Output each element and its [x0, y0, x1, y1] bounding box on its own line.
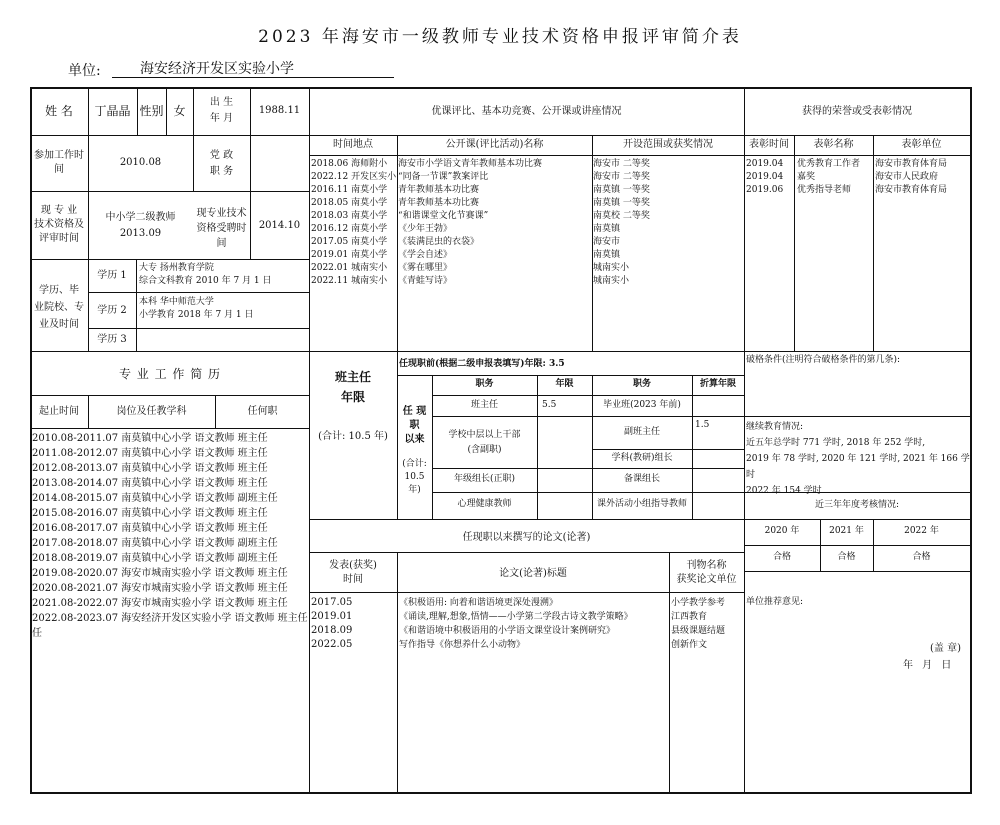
- headteacher-title2: 年限: [340, 390, 365, 404]
- list-item: 《青蛙写诗》: [398, 276, 453, 286]
- list-item: 《少年王勃》: [398, 224, 453, 234]
- list-item: 优秀指导老师: [797, 185, 852, 195]
- list-item: 城南实小: [593, 263, 630, 273]
- name-value: 丁晶晶: [94, 104, 131, 118]
- headteacher-since-now: 任 现 职 以来: [402, 406, 427, 445]
- list-item: 海安市 二等奖: [593, 172, 650, 182]
- unit-label: 单位:: [68, 63, 101, 79]
- list-item: 2019.04: [746, 159, 784, 169]
- list-item: 任: [32, 628, 42, 639]
- date-label: 年 月 日: [903, 660, 952, 671]
- list-item: 《诵读,理解,想象,悟情——小学第二学段古诗文教学策略》: [399, 612, 633, 622]
- list-item: 写作指导《你想养什么小动物》: [399, 640, 526, 650]
- list-item: 2016.12 南莫小学: [311, 224, 388, 234]
- list-item: 2019.08-2020.07 海安市城南实验小学 语文教师 班主任: [32, 568, 288, 579]
- list-item: 2018.06 海师附小: [311, 159, 388, 169]
- list-item: 2022.12 开发区实小: [311, 172, 397, 182]
- courses-header: 优课评比、基本功竞赛、公开课或讲座情况: [431, 106, 622, 117]
- list-item: 《积极语用: 向着和谐语境更深处漫溯》: [399, 598, 558, 608]
- list-item: 青年教师基本功比赛: [398, 198, 480, 208]
- list-item: 《装满昆虫的衣袋》: [398, 237, 480, 247]
- party-label: 党 政 职 务: [209, 150, 234, 177]
- list-item: 2020.08-2021.07 海安市城南实验小学 语文教师 班主任: [32, 583, 288, 594]
- ht-r2-post2: 副班主任: [623, 427, 660, 437]
- list-item: 海安市人民政府: [875, 172, 939, 182]
- honors-col-unit: 表彰单位: [901, 139, 942, 150]
- list-item: 优秀教育工作者: [797, 159, 861, 169]
- cur-title-label: 现 专 业 技术资格及 评审时间: [34, 205, 84, 244]
- resume-col-time: 起止时间: [39, 406, 79, 417]
- list-item: 2017.05 南莫小学: [311, 237, 388, 247]
- list-item: 2019.01: [311, 611, 353, 622]
- list-item: 2012.08-2013.07 南莫镇中心小学 语文教师 班主任: [32, 463, 268, 474]
- edu2-value: 本科 华中师范大学 小学教育 2018 年 7 月 1 日: [139, 297, 254, 320]
- edu2-label: 学历 2: [97, 305, 127, 316]
- headteacher-since-label: 任现职前(根据二级申报表填写)年限: 3.5: [399, 359, 565, 369]
- list-item: 2019.01 南莫小学: [311, 250, 388, 260]
- list-item: 南莫校 二等奖: [593, 211, 650, 221]
- list-item: 2013.08-2014.07 南莫镇中心小学 语文教师 班主任: [32, 478, 268, 489]
- papers-header: 任现职以来撰写的论文(论著): [462, 532, 591, 543]
- sex-label: 性别: [139, 104, 164, 118]
- ht-r1-post2: 毕业班(2023 年前): [603, 400, 681, 410]
- list-item: 城南实小: [593, 276, 630, 286]
- list-item: 《和谐语境中积极语用的小学语文课堂设计案例研究》: [399, 626, 616, 636]
- headteacher-total: (合计: 10.5 年): [318, 431, 388, 442]
- document-title: 2023 年海安市一级教师专业技术资格申报评审简介表: [258, 27, 742, 47]
- edu3-label: 学历 3: [97, 334, 127, 345]
- honors-col-time: 表彰时间: [749, 139, 789, 150]
- courses-col-scope: 开设范围或获奖情况: [623, 139, 713, 150]
- papers-col-time: 发表(获奖) 时间: [329, 560, 377, 585]
- ht-col-years2: 折算年限: [699, 379, 736, 389]
- assess-year-2021: 2021 年: [829, 526, 864, 536]
- list-item: 南莫镇: [593, 250, 621, 260]
- list-item: 《雾在哪里》: [398, 263, 453, 273]
- list-item: 2010.08-2011.07 南莫镇中心小学 语文教师 班主任: [32, 433, 268, 444]
- list-item: 2016.08-2017.07 南莫镇中心小学 语文教师 班主任: [32, 523, 268, 534]
- hire-label: 现专业技术 资格受聘时间: [196, 208, 247, 249]
- ht-r5-post: 心理健康教师: [457, 499, 512, 509]
- name-label: 姓 名: [45, 104, 73, 118]
- work-start-label: 参加工作时间: [34, 150, 84, 175]
- sex-value: 女: [173, 104, 186, 118]
- unit-value: 海安经济开发区实验小学: [112, 58, 394, 78]
- work-start-value: 2010.08: [119, 157, 162, 168]
- list-item: 县级课题结题: [671, 626, 726, 636]
- cur-title-value: 中小学二级教师 2013.09: [105, 212, 176, 239]
- list-item: 嘉奖: [797, 172, 816, 182]
- list-item: 创新作文: [671, 640, 708, 650]
- list-item: 2014.08-2015.07 南莫镇中心小学 语文教师 副班主任: [32, 493, 278, 504]
- honors-col-name: 表彰名称: [813, 139, 854, 150]
- list-item: 2019.06: [746, 185, 784, 195]
- courses-col-name: 公开课(评比活动)名称: [445, 139, 544, 150]
- list-item: 2022.11 城南实小: [311, 276, 388, 286]
- list-item: 青年教师基本功比赛: [398, 185, 480, 195]
- break-condition-label: 破格条件(注明符合破格条件的第几条):: [746, 355, 901, 365]
- list-item: 2018.08-2019.07 南莫镇中心小学 语文教师 副班主任: [32, 553, 278, 564]
- list-item: 海安市教育体育局: [875, 185, 948, 195]
- list-item: 2018.05 南莫小学: [311, 198, 388, 208]
- list-item: 2022.01 城南实小: [311, 263, 388, 273]
- list-item: 海安市: [593, 237, 621, 247]
- list-item: 2016.11 南莫小学: [311, 185, 388, 195]
- assess-result-2020: 合格: [772, 552, 791, 562]
- ht-r2-years2: 1.5: [695, 420, 710, 430]
- list-item: 江西教育: [671, 612, 708, 622]
- list-item: “和谐课堂文化节赛课”: [398, 211, 489, 221]
- headteacher-title: 班主任: [334, 370, 371, 384]
- ht-r5-post2: 课外活动小组指导教师: [596, 499, 687, 509]
- list-item: 2018.09: [311, 625, 353, 636]
- list-item: 2021.08-2022.07 海安市城南实验小学 语文教师 班主任: [32, 598, 288, 609]
- ht-r4-post2: 备课组长: [623, 474, 660, 484]
- assess-result-2021: 合格: [837, 552, 856, 562]
- list-item: 南莫镇: [593, 224, 621, 234]
- list-item: 南莫镇 一等奖: [593, 198, 650, 208]
- ht-r2-post: 学校中层以上干部 (含副职): [448, 430, 521, 455]
- edu1-value: 大专 扬州教育学院 综合文科教育 2010 年 7 月 1 日: [139, 263, 272, 286]
- papers-col-title: 论文(论著)标题: [499, 568, 567, 579]
- resume-header: 专 业 工 作 简 历: [118, 367, 222, 381]
- ht-r3-post2: 学科(教研)组长: [611, 453, 673, 463]
- birth-label: 出 生 年 月: [209, 97, 234, 124]
- assess-year-2020: 2020 年: [764, 526, 800, 536]
- recommend-label: 单位推荐意见:: [746, 597, 804, 607]
- list-item: 2022.08-2023.07 海安经济开发区实验小学 语文教师 班主任: [32, 613, 308, 624]
- list-item: 《学会自述》: [398, 250, 453, 260]
- resume-col-post: 岗位及任教学科: [116, 406, 187, 417]
- list-item: 2017.08-2018.07 南莫镇中心小学 语文教师 副班主任: [32, 538, 278, 549]
- list-item: 小学教学参考: [671, 598, 726, 608]
- list-item: 2015.08-2016.07 南莫镇中心小学 语文教师 班主任: [32, 508, 268, 519]
- list-item: 海安市小学语文青年教师基本功比赛: [398, 159, 543, 169]
- list-item: 海安市教育体育局: [875, 159, 948, 169]
- papers-col-journal: 刊物名称 获奖论文单位: [676, 560, 737, 585]
- continuing-education: 继续教育情况: 近五年总学时 771 学时, 2018 年 252 学时, 2019 年 78 学时, 2020 年 121 学时, 2021 年 166 学时 2022 年 154 学时: [746, 422, 970, 496]
- assess-header: 近三年年度考核情况:: [814, 500, 900, 510]
- honors-header: 获得的荣誉或受表彰情况: [802, 106, 912, 117]
- list-item: 南莫镇 一等奖: [593, 185, 650, 195]
- ht-r4-post: 年级组长(正职): [453, 474, 516, 484]
- list-item: 2019.04: [746, 172, 784, 182]
- assess-year-2022: 2022 年: [904, 526, 939, 536]
- ht-col-post: 职务: [475, 379, 494, 389]
- headteacher-since-now-total: (合计: 10.5 年): [402, 459, 427, 495]
- resume-col-role: 任何职: [247, 406, 278, 417]
- list-item: 2011.08-2012.07 南莫镇中心小学 语文教师 班主任: [32, 448, 268, 459]
- assess-result-2022: 合格: [912, 552, 931, 562]
- hire-value: 2014.10: [258, 220, 301, 231]
- ht-col-post2: 职务: [632, 379, 651, 389]
- list-item: 海安市 二等奖: [593, 159, 650, 169]
- list-item: 2017.05: [311, 597, 353, 608]
- ht-r1-post: 班主任: [470, 400, 498, 410]
- list-item: 2022.05: [311, 639, 353, 650]
- edu-group-label: 学历、毕 业院校、专 业及时间: [34, 285, 84, 330]
- list-item: 2018.03 南莫小学: [311, 211, 388, 221]
- list-item: “同备一节课”教案评比: [398, 172, 489, 182]
- ht-col-years: 年限: [555, 379, 574, 389]
- edu1-label: 学历 1: [97, 270, 127, 281]
- birth-value: 1988.11: [258, 105, 301, 116]
- seal-label: (盖 章): [930, 643, 961, 654]
- ht-r1-years: 5.5: [542, 400, 557, 410]
- courses-col-time: 时间地点: [333, 139, 373, 150]
